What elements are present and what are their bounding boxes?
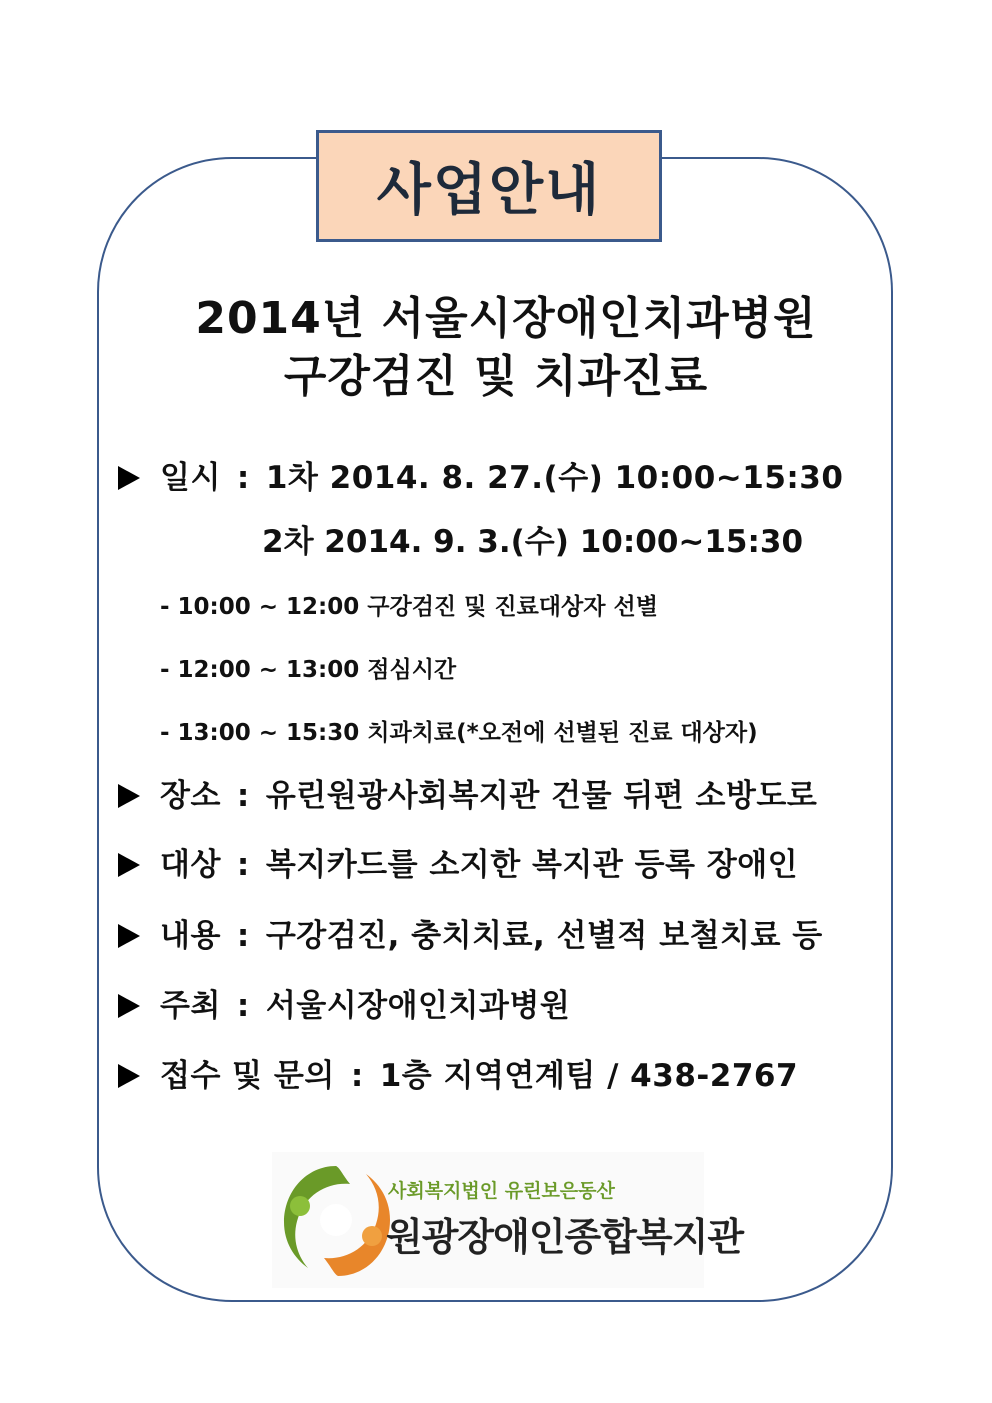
contact-row [118, 1050, 798, 1095]
separator: : [236, 918, 250, 954]
place-label: 장소 [160, 778, 221, 814]
logo-name: 원광장애인종합복지관 [386, 1215, 744, 1259]
schedule-first: 1차 2014. 8. 27.(수) 10:00~15:30 [265, 460, 844, 496]
schedule-item-3: - 13:00 ~ 15:30 치과치료(*오전에 선별된 진료 대상자) [160, 720, 758, 746]
bullet-arrow-icon [118, 853, 140, 877]
target-value: 복지카드를 소지한 복지관 등록 장애인 [265, 847, 799, 883]
contact-value: 1층 지역연계팀 / 438-2767 [379, 1058, 799, 1094]
content-row [118, 910, 823, 955]
host-label: 주최 [160, 988, 221, 1024]
schedule-item-2: - 12:00 ~ 13:00 점심시간 [160, 657, 457, 683]
bullet-arrow-icon [118, 466, 140, 490]
organization-logo [272, 1152, 744, 1288]
logo-emblem-icon [278, 1158, 394, 1282]
schedule-second: 2차 2014. 9. 3.(수) 10:00~15:30 [262, 524, 804, 560]
separator: : [236, 847, 250, 883]
header-tab [316, 130, 662, 242]
bullet-arrow-icon [118, 924, 140, 948]
place-value: 유린원광사회복지관 건물 뒤편 소방도로 [265, 778, 818, 814]
separator: : [236, 778, 250, 814]
host-row [118, 980, 570, 1025]
content-label: 내용 [160, 918, 221, 954]
target-row [118, 839, 798, 884]
schedule-label: 일시 [160, 460, 221, 496]
title-line-2: 구강검진 및 치과진료 [283, 351, 709, 402]
schedule-row [118, 452, 843, 497]
target-label: 대상 [160, 847, 221, 883]
header-label: 사업안내 [376, 158, 602, 223]
contact-label: 접수 및 문의 [160, 1058, 335, 1094]
place-row [118, 770, 817, 815]
separator: : [236, 460, 250, 496]
host-value: 서울시장애인치과병원 [265, 988, 571, 1024]
title-line-1: 2014년 서울시장애인치과병원 [195, 293, 817, 344]
separator: : [236, 988, 250, 1024]
separator: : [350, 1058, 364, 1094]
bullet-arrow-icon [118, 1064, 140, 1088]
bullet-arrow-icon [118, 784, 140, 808]
content-value: 구강검진, 충치치료, 선별적 보철치료 등 [265, 918, 823, 954]
bullet-arrow-icon [118, 994, 140, 1018]
logo-subtitle: 사회복지법인 유린보은동산 [388, 1180, 615, 1202]
schedule-item-1: - 10:00 ~ 12:00 구강검진 및 진료대상자 선별 [160, 594, 658, 620]
